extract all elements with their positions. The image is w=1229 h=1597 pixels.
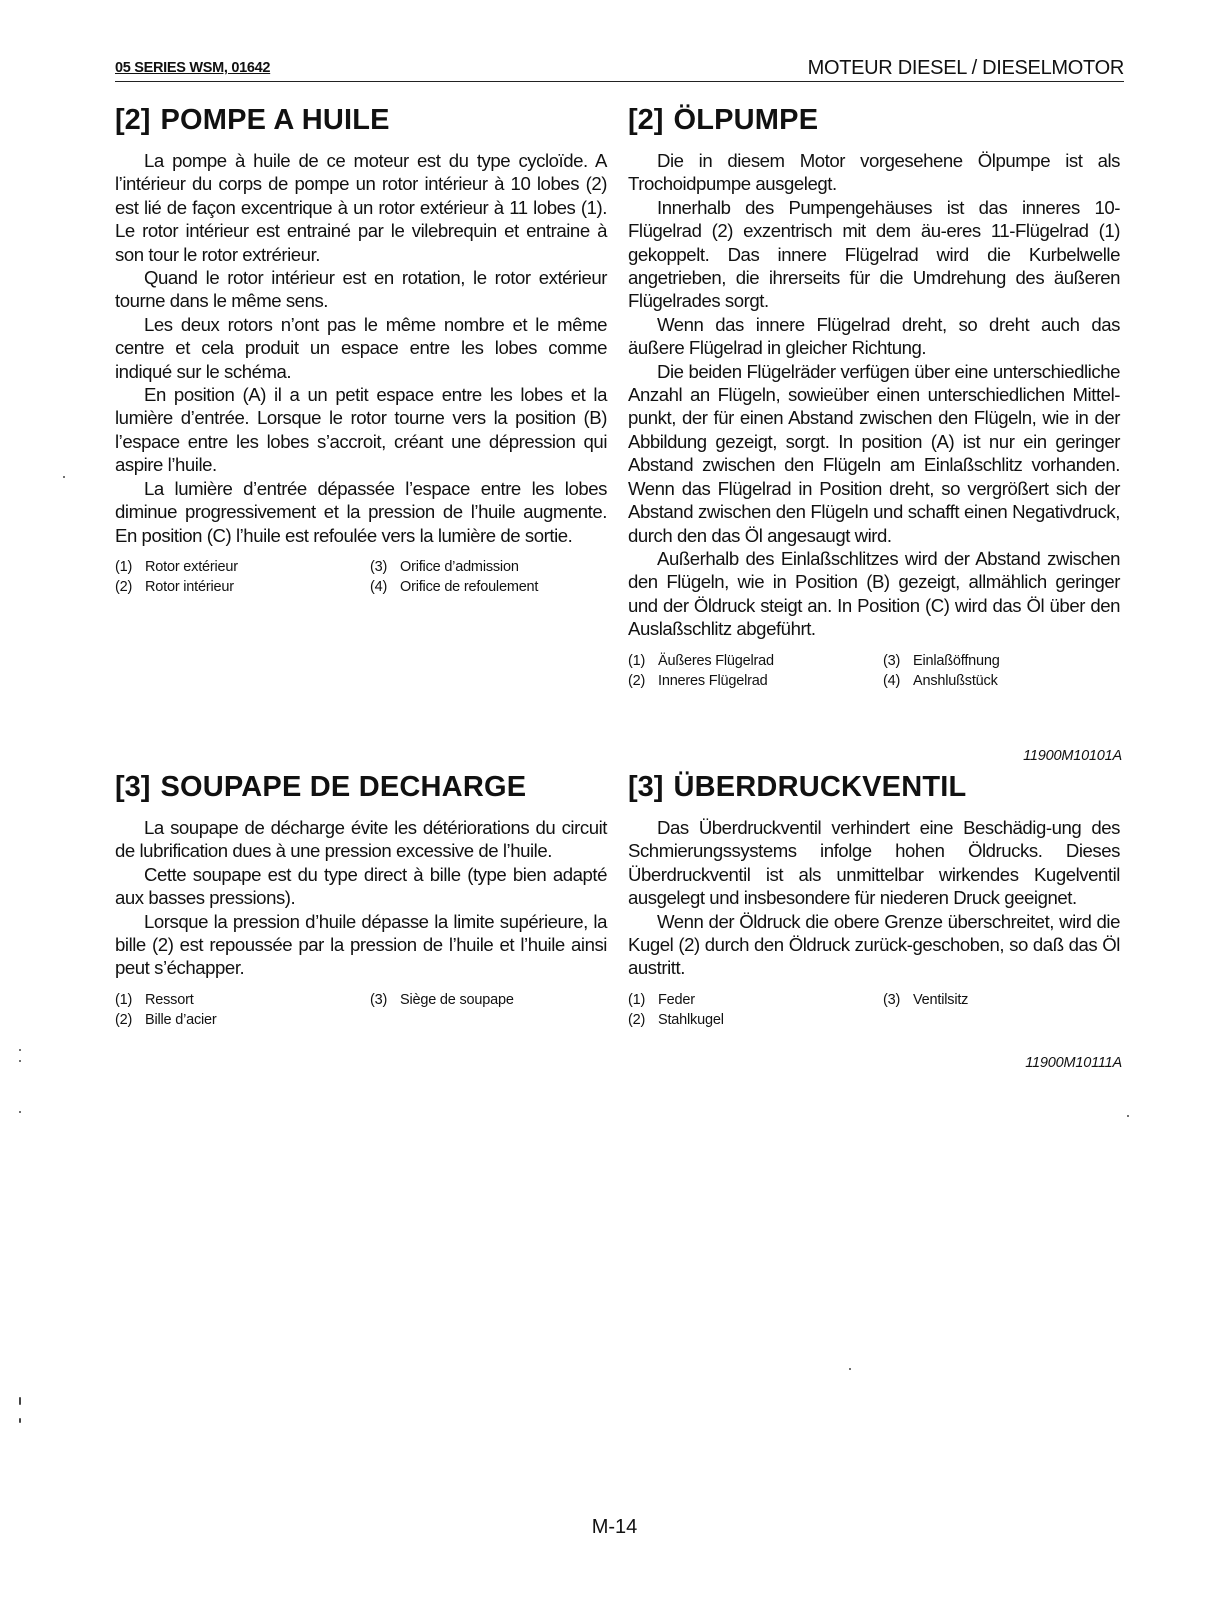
legend-item: (1) Ressort (115, 991, 194, 1008)
fr-oil-pump-paragraph: La pompe à huile de ce moteur est du type cycloïde. A l’intérieur du corps de pompe un rotor intérieur à 10 lobes (2) est lié de façon excentrique à un rotor extérieur à 11 lobes (1). Le rotor intérieur est entrainé par le vilebrequin et entraine à son tour le rotor extrérieur. (115, 150, 607, 265)
fr-relief-valve-legend (115, 990, 607, 1030)
fr-relief-valve-paragraph: Cette soupape est du type direct à bille (type bien adapté aux basses pressions). (115, 863, 607, 909)
de-relief-valve-paragraph: Wenn der Öldruck die obere Grenze überschreitet, wird die Kugel (2) durch den Öldruck zurück-geschoben, so daß das Öl austritt. (628, 910, 1120, 979)
legend-item: (3) Siège de soupape (370, 991, 514, 1008)
scan-speck (63, 476, 65, 478)
de-oil-pump-number: [2] (628, 104, 664, 136)
de-relief-valve-number: [3] (628, 771, 664, 803)
de-oil-pump-paragraph: Die beiden Flügelräder verfügen über eine unterschiedliche Anzahl an Flügeln, sowieüber einen unterschiedlichen Mittel-punkt, der für einen Abstand zwischen den Flügeln, wie in der Abbildung gezeigt, sorgt. In position (A) ist nur ein geringer Abstand zwischen den Flügeln am Einlaßschlitz vorhanden. Wenn das Flügelrad in Position dreht, so vergrößert sich der Abstand zwischen den Flügeln und schafft einen Negativdruck, durch den das Öl angesaugt wird. (628, 360, 1120, 546)
fr-oil-pump-title: POMPE A HUILE (160, 104, 390, 136)
fr-relief-valve-paragraph: Lorsque la pression d’huile dépasse la limite supérieure, la bille (2) est repoussée par la pression de l’huile et l’huile ainsi peut s’échapper. (115, 910, 607, 979)
page-number: M-14 (591, 1516, 638, 1538)
fr-oil-pump-heading (115, 103, 607, 137)
fr-oil-pump-legend (115, 557, 607, 597)
de-oil-pump-paragraph: Wenn das innere Flügelrad dreht, so dreht auch das äußere Flügelrad in gleicher Richtung. (628, 313, 1120, 359)
legend-item: (2) Bille d’acier (115, 1011, 217, 1028)
de-oil-pump-legend (628, 651, 1120, 691)
de-oil-pump-section (628, 103, 1120, 691)
de-relief-valve-paragraph: Das Überdruckventil verhindert eine Beschädig-ung des Schmierungssystems infolge hohen Öldrucks. Dieses Überdruckventil ist als unmittelbar wirkendes Kugelventil ausgelegt und insbesondere für niederen Druck geeignet. (628, 817, 1120, 909)
legend-item: (2) Inneres Flügelrad (628, 672, 768, 689)
scan-speck (19, 1418, 21, 1423)
legend-item: (3) Einlaßöffnung (883, 652, 1000, 669)
legend-item: (2) Stahlkugel (628, 1011, 724, 1028)
de-oil-pump-reference-code: 11900M10101A (1023, 748, 1122, 764)
legend-item: (1) Äußeres Flügelrad (628, 652, 774, 669)
scan-speck (19, 1049, 21, 1051)
fr-relief-valve-heading (115, 770, 607, 804)
scan-speck (849, 1368, 851, 1370)
scan-speck (19, 1111, 21, 1113)
scan-speck (19, 1060, 21, 1062)
header-doc-id: 05 SERIES WSM, 01642 (115, 60, 271, 76)
fr-oil-pump-paragraph: En position (A) il a un petit espace entre les lobes et la lumière d’entrée. Lorsque le rotor tourne vers la position (B) l’espace entre les lobes s’accroit, créant une dépression qui aspire l’huile. (115, 384, 607, 476)
fr-relief-valve-section (115, 770, 607, 1030)
legend-item: (4) Anshlußstück (883, 672, 998, 689)
fr-relief-valve-paragraph: La soupape de décharge évite les détériorations du circuit de lubrification dues à une pression excessive de l’huile. (115, 817, 607, 862)
legend-item: (1) Rotor extérieur (115, 558, 238, 575)
legend-item: (1) Feder (628, 991, 695, 1008)
fr-relief-valve-number: [3] (115, 771, 151, 803)
de-oil-pump-paragraph: Die in diesem Motor vorgesehene Ölpumpe ist als Trochoidpumpe ausgelegt. (628, 150, 1120, 195)
de-oil-pump-paragraph: Innerhalb des Pumpengehäuses ist das inneres 10-Flügelrad (2) exzentrisch mit dem äu-eres 11-Flügelrad (1) gekoppelt. Das innere Flügelrad wird die Kurbelwelle angetrieben, die ihrerseits für die Umdrehung des äußeren Flügelrades sorgt. (628, 196, 1120, 312)
legend-item: (2) Rotor intérieur (115, 578, 234, 595)
fr-relief-valve-title: SOUPAPE DE DECHARGE (160, 771, 527, 803)
de-relief-valve-heading (628, 770, 1120, 804)
de-oil-pump-heading (628, 103, 1120, 137)
legend-item: (3) Orifice d’admission (370, 558, 519, 575)
fr-oil-pump-paragraph: Quand le rotor intérieur est en rotation, le rotor extérieur tourne dans le même sens. (115, 267, 607, 312)
scan-speck (1127, 1115, 1129, 1117)
de-oil-pump-paragraph: Außerhalb des Einlaßschlitzes wird der Abstand zwischen den Flügeln, wie in Position (B) gezeigt, allmählich geringer und der Öldruck steigt an. In Position (C) wird das Öl über den Auslaßschlitz abgeführt. (628, 547, 1120, 640)
fr-oil-pump-paragraph: La lumière d’entrée dépassée l’espace entre les lobes diminue progressivement et la pression de l’huile augmente. En position (C) l’huile est refoulée vers la lumière de sortie. (115, 477, 607, 546)
de-relief-valve-title: ÜBERDRUCKVENTIL (673, 771, 967, 803)
fr-oil-pump-paragraph: Les deux rotors n’ont pas le même nombre et le même centre et cela produit un espace entre les lobes comme indiqué sur le schéma. (115, 313, 607, 382)
legend-item: (3) Ventilsitz (883, 991, 969, 1008)
legend-item: (4) Orifice de refoulement (370, 578, 539, 595)
scan-speck (19, 1397, 21, 1405)
header-section-title: MOTEUR DIESEL / DIESELMOTOR (807, 57, 1124, 79)
de-relief-valve-section (628, 770, 1120, 1030)
fr-oil-pump-number: [2] (115, 104, 151, 136)
de-relief-valve-reference-code: 11900M10111A (1025, 1055, 1122, 1071)
de-oil-pump-title: ÖLPUMPE (673, 104, 819, 136)
header-rule (115, 81, 1124, 82)
de-relief-valve-legend (628, 990, 1120, 1030)
fr-oil-pump-section (115, 103, 607, 597)
